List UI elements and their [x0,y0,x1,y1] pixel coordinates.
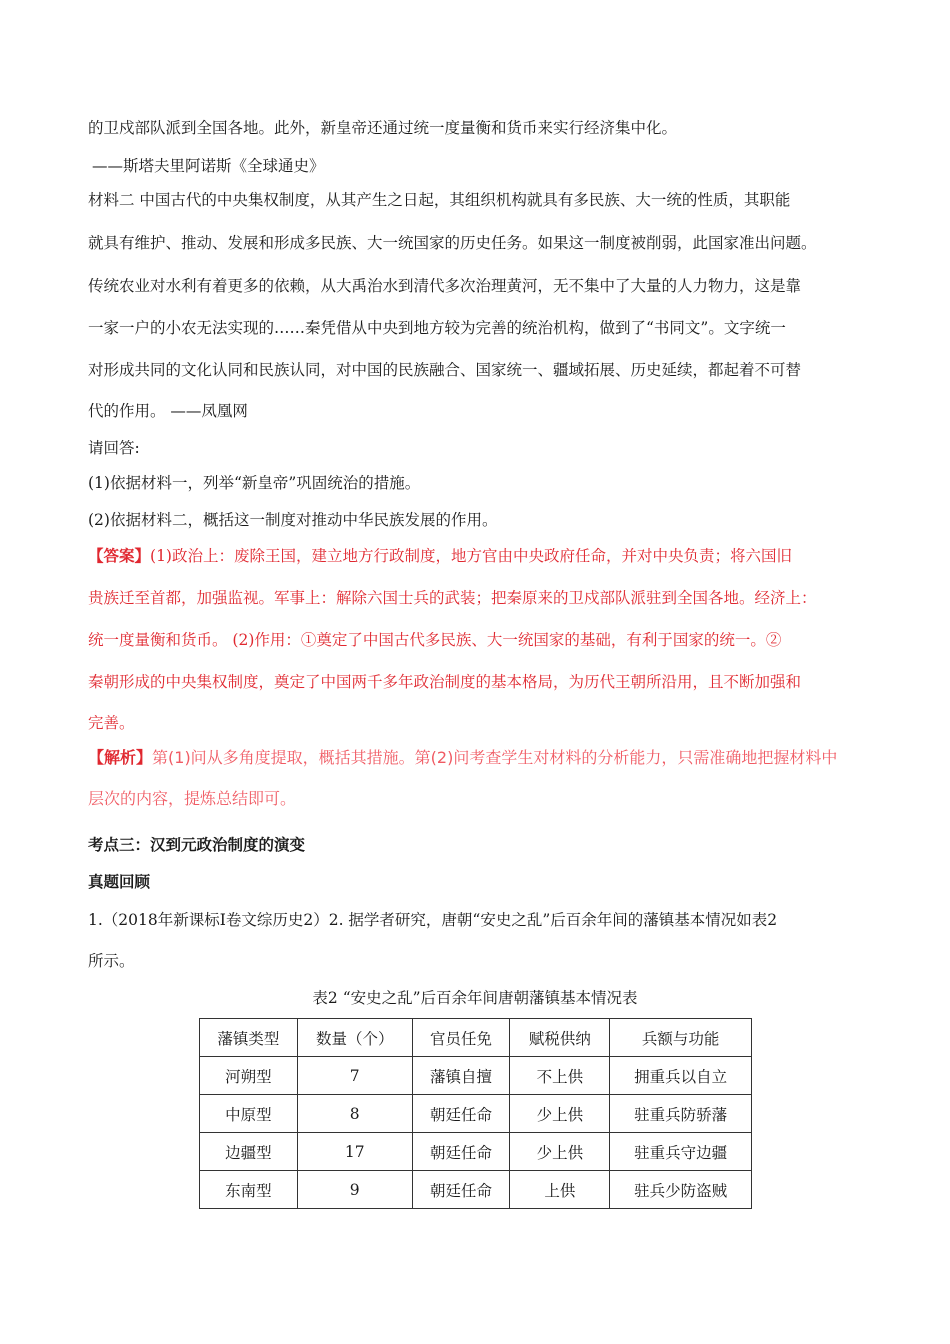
table-caption: 表2 “安史之乱”后百余年间唐朝藩镇基本情况表 [312,989,638,1007]
table-cell: 拥重兵以自立 [610,1057,752,1095]
table-cell: 驻重兵防骄藩 [610,1095,752,1133]
question-stem: 所示。 [88,952,135,970]
table-cell: 7 [297,1057,412,1095]
table-cell: 河朔型 [200,1057,298,1095]
table-row [200,1171,752,1209]
table-cell: 9 [297,1171,412,1209]
answer-tag: 【答案】 [88,547,151,565]
answer-line: 统一度量衡和货币。 (2)作用：①奠定了中国古代多民族、大一统国家的基础，有利于国家的统一。② [88,631,782,649]
fanzhen-table [199,1018,752,1209]
text-line: 的卫戍部队派到全国各地。此外，新皇帝还通过统一度量衡和货币来实行经济集中化。 [88,119,678,137]
table-cell: 少上供 [510,1095,610,1133]
table-header-cell: 藩镇类型 [200,1019,298,1057]
table-cell: 驻重兵守边疆 [610,1133,752,1171]
table-row [200,1133,752,1171]
table-header-row [200,1019,752,1057]
text-line: 材料二 中国古代的中央集权制度，从其产生之日起，其组织机构就具有多民族、大一统的性质，其职能 [88,191,791,209]
answer-line: 秦朝形成的中央集权制度，奠定了中国两千多年政治制度的基本格局，为历代王朝所沿用，且不断加强和 [88,673,802,691]
table-cell: 藩镇自擅 [412,1057,510,1095]
table-header-cell: 数量（个） [297,1019,412,1057]
table-cell: 朝廷任命 [412,1133,510,1171]
question-2: (2)依据材料二，概括这一制度对推动中华民族发展的作用。 [88,511,498,529]
text-line: 请回答: [88,439,140,457]
table-cell: 不上供 [510,1057,610,1095]
table-header-cell: 兵额与功能 [610,1019,752,1057]
table-cell: 少上供 [510,1133,610,1171]
table-cell: 东南型 [200,1171,298,1209]
text-line: 就具有维护、推动、发展和形成多民族、大一统国家的历史任务。如果这一制度被削弱，此国家准出问题。 [88,234,817,252]
table-header-cell: 官员任免 [412,1019,510,1057]
text-line: 对形成共同的文化认同和民族认同，对中国的民族融合、国家统一、疆域拓展、历史延续，都起着不可替 [88,361,802,379]
text-line: 传统农业对水利有着更多的依赖，从大禹治水到清代多次治理黄河，无不集中了大量的人力物力，这是靠 [88,277,802,295]
question-1: (1)依据材料一，列举“新皇帝”巩固统治的措施。 [88,474,421,492]
table-header-cell: 赋税供纳 [510,1019,610,1057]
source-citation: ——斯塔夫里阿诺斯《全球通史》 [92,157,325,175]
question-stem: 1.（2018年新课标Ⅰ卷文综历史2）2. 据学者研究，唐朝“安史之乱”后百余年间的藩镇基本情况如表2 [88,911,778,929]
table-row [200,1095,752,1133]
table-row [200,1057,752,1095]
analysis-line: 层次的内容，提炼总结即可。 [88,789,297,808]
table-cell: 17 [297,1133,412,1171]
analysis-text: 第(1)问从多角度提取，概括其措施。第(2)问考查学生对材料的分析能力，只需准确地把握材料中 [152,748,838,767]
answer-text: (1)政治上：废除王国，建立地方行政制度，地方官由中央政府任命，并对中央负责；将六国旧 [150,547,792,565]
table-cell: 朝廷任命 [412,1171,510,1209]
table-cell: 中原型 [200,1095,298,1133]
answer-line: 完善。 [88,714,135,732]
answer-line: 贵族迁至首都，加强监视。军事上：解除六国士兵的武装；把秦原来的卫戍部队派驻到全国各地。经济上： [88,589,817,607]
table-cell: 朝廷任命 [412,1095,510,1133]
text-line: 代的作用。 ——凤凰网 [88,402,248,420]
table-cell: 边疆型 [200,1133,298,1171]
section-subheading: 真题回顾 [88,873,151,891]
analysis-line [88,747,878,769]
analysis-tag: 【解析】 [88,748,153,767]
table-cell: 上供 [510,1171,610,1209]
text-line: 一家一户的小农无法实现的……秦凭借从中央到地方较为完善的统治机构，做到了“书同文”。文字统一 [88,319,786,337]
table-cell: 驻兵少防盗贼 [610,1171,752,1209]
section-heading: 考点三：汉到元政治制度的演变 [88,836,306,854]
answer-line [88,545,878,567]
table-cell: 8 [297,1095,412,1133]
